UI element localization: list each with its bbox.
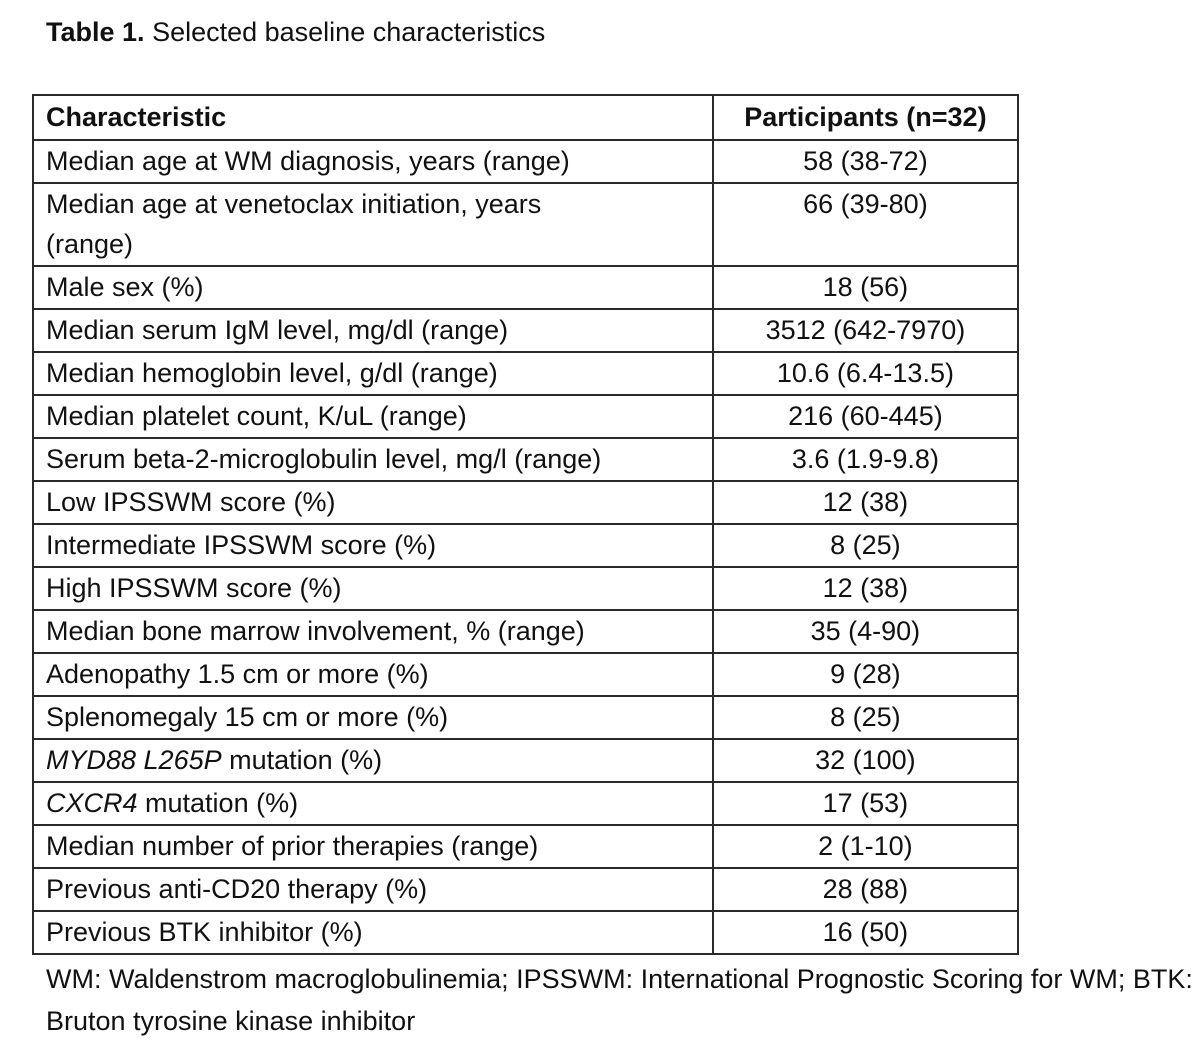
table-caption-title: Selected baseline characteristics [152,17,546,47]
row-participants: 9 (28) [713,653,1018,696]
table-row [33,653,1018,696]
row-characteristic: Adenopathy 1.5 cm or more (%) [33,653,713,696]
row-participants: 3512 (642-7970) [713,309,1018,352]
table-row [33,481,1018,524]
row-participants: 12 (38) [713,567,1018,610]
table-row [33,696,1018,739]
row-characteristic: Male sex (%) [33,266,713,309]
table-row [33,610,1018,653]
row-participants: 28 (88) [713,868,1018,911]
row-participants: 10.6 (6.4-13.5) [713,352,1018,395]
row-characteristic: Intermediate IPSSWM score (%) [33,524,713,567]
row-characteristic: Median serum IgM level, mg/dl (range) [33,309,713,352]
row-characteristic: Median number of prior therapies (range) [33,825,713,868]
table-row [33,739,1018,782]
characteristic-rest: mutation (%) [137,788,299,818]
row-characteristic: Splenomegaly 15 cm or more (%) [33,696,713,739]
table-row [33,183,1018,266]
row-participants: 18 (56) [713,266,1018,309]
row-participants: 8 (25) [713,696,1018,739]
table-row [33,868,1018,911]
row-participants: 8 (25) [713,524,1018,567]
row-participants: 16 (50) [713,911,1018,954]
row-characteristic: Previous anti-CD20 therapy (%) [33,868,713,911]
row-characteristic [33,782,713,825]
row-characteristic: Median bone marrow involvement, % (range) [33,610,713,653]
table-header-row [33,95,1018,140]
row-characteristic: Median age at venetoclax initiation, years (range) [33,183,713,266]
row-participants: 216 (60-445) [713,395,1018,438]
row-characteristic: High IPSSWM score (%) [33,567,713,610]
row-characteristic: Median age at WM diagnosis, years (range) [33,140,713,183]
table-caption [46,14,545,50]
table-row [33,911,1018,954]
table-row [33,524,1018,567]
table-row [33,352,1018,395]
table-footnote: WM: Waldenstrom macroglobulinemia; IPSSWM: International Prognostic Scoring for WM; BTK: Bruton tyrosine kinase inhibitor [46,964,1193,1036]
row-participants: 3.6 (1.9-9.8) [713,438,1018,481]
row-characteristic: Median platelet count, K/uL (range) [33,395,713,438]
row-participants: 2 (1-10) [713,825,1018,868]
row-characteristic: Low IPSSWM score (%) [33,481,713,524]
row-participants: 35 (4-90) [713,610,1018,653]
table-row [33,782,1018,825]
table-row [33,309,1018,352]
baseline-characteristics-table [32,94,1019,955]
table-row [33,266,1018,309]
characteristic-rest: mutation (%) [221,745,383,775]
row-participants: 66 (39-80) [713,183,1018,266]
table-row [33,395,1018,438]
table-caption-label: Table 1. [46,17,145,47]
gene-name: CXCR4 [46,788,138,818]
header-characteristic: Characteristic [33,95,713,140]
table-row [33,567,1018,610]
row-participants: 12 (38) [713,481,1018,524]
table-row [33,438,1018,481]
row-characteristic: Previous BTK inhibitor (%) [33,911,713,954]
row-participants: 32 (100) [713,739,1018,782]
row-characteristic: Median hemoglobin level, g/dl (range) [33,352,713,395]
table-row [33,825,1018,868]
gene-name: MYD88 L265P [46,745,222,775]
row-participants: 58 (38-72) [713,140,1018,183]
row-participants: 17 (53) [713,782,1018,825]
table-row [33,140,1018,183]
row-characteristic: Serum beta-2-microglobulin level, mg/l (range) [33,438,713,481]
header-participants: Participants (n=32) [713,95,1018,140]
row-characteristic [33,739,713,782]
